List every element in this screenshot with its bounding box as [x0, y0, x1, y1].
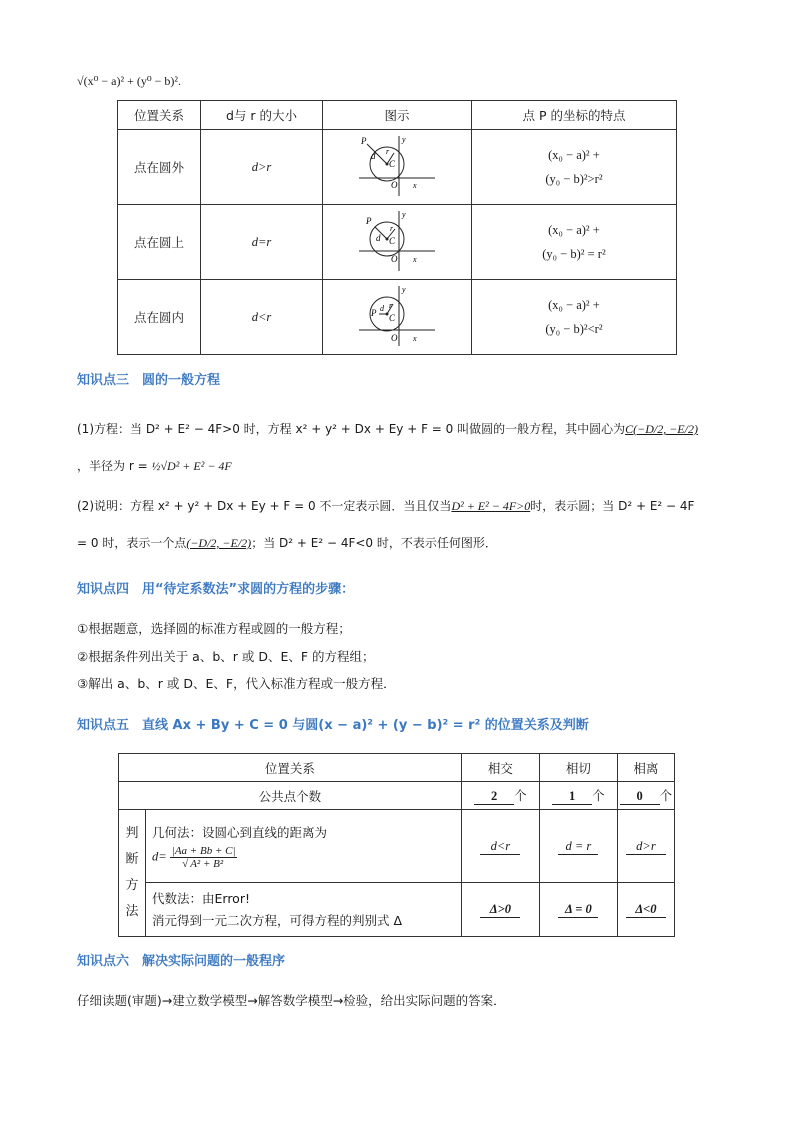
condition-line: (y₀ − b)²<r²	[545, 322, 603, 336]
condition-line: (y₀ − b)² = r²	[542, 247, 606, 261]
label-d: d	[371, 150, 376, 161]
condition-line: (y₀ − b)²>r²	[545, 172, 603, 186]
algebraic-method-text-2: 消元得到一元二次方程，可得方程的判别式 Δ	[152, 912, 403, 928]
header-diagram: 图示	[323, 101, 472, 130]
label-r: r	[386, 146, 390, 156]
step-item: ①根据题意，选择圆的标准方程或圆的一般方程；	[77, 621, 351, 636]
point-formula: (−D/2, −E/2)	[186, 536, 252, 550]
diagram-cell	[323, 280, 472, 355]
geometric-value-cell: d = r	[539, 810, 617, 883]
header-intersect: 相交	[461, 754, 539, 782]
header-relation: 位置关系	[119, 754, 462, 782]
header-coordinates: 点 P 的坐标的特点	[472, 101, 677, 130]
center-formula: C(−D/2, −E/2)	[625, 422, 698, 436]
point-outside-circle-diagram	[357, 134, 437, 198]
distance-formula: d= $\frac{|Aa + Bb + C|}{\text{√ A² + B²}}$	[152, 844, 236, 870]
coordinate-cell	[472, 130, 677, 205]
table-row	[118, 280, 677, 355]
section5-heading: 知识点五 直线 Ax + By + C = 0 与圆(x − a)² + (y − b)² = r² 的位置关系及判断	[77, 718, 589, 733]
top-formula: √(x⁰ − a)² + (y⁰ − b)².	[77, 74, 182, 88]
condition-line: (x₀ − a)² +	[548, 298, 600, 312]
section3-paragraph2	[77, 497, 694, 514]
compare-cell: d<r	[201, 280, 323, 355]
label-y: y	[402, 209, 406, 219]
p2-text: (2)说明：方程 x² + y² + Dx + Ey + F = 0 不一定表示圆．当且仅当	[77, 499, 452, 513]
algebraic-value-cell: Δ>0	[461, 883, 539, 937]
relation-cell: 点在圆外	[118, 130, 201, 205]
label-d: d	[380, 303, 384, 313]
label-c: C	[389, 158, 396, 169]
radius-formula: ½√D² + E² − 4F	[151, 459, 232, 473]
table-row	[119, 810, 675, 883]
common-count-cell: 2 个	[461, 782, 539, 810]
algebraic-value-cell: Δ = 0	[539, 883, 617, 937]
geometric-value-cell: d<r	[461, 810, 539, 883]
coordinate-cell	[472, 280, 677, 355]
label-x: x	[413, 180, 417, 190]
p2-text-b: 时，表示圆；当 D² + E² − 4F	[530, 499, 695, 513]
diagram-cell	[323, 205, 472, 280]
p1-text: (1)方程：当 D² + E² − 4F>0 时，方程 x² + y² + Dx + Ey + F = 0 叫做圆的一般方程，其中圆心为	[77, 422, 626, 436]
geometric-method-cell	[146, 810, 462, 883]
compare-cell: d>r	[201, 130, 323, 205]
table-header-row	[119, 754, 675, 782]
p2-text-c: = 0 时，表示一个点	[77, 536, 187, 550]
label-o: O	[391, 332, 398, 343]
step-item: ③解出 a、b、r 或 D、E、F，代入标准方程或一般方程．	[77, 676, 396, 691]
header-relation: 位置关系	[118, 101, 201, 130]
label-p: P	[361, 135, 367, 146]
relation-cell: 点在圆上	[118, 205, 201, 280]
table-header-row	[118, 101, 677, 130]
label-c: C	[389, 235, 396, 246]
geometric-value-cell: d>r	[617, 810, 674, 883]
section6-text: 仔细读题(审题)→建立数学模型→解答数学模型→检验，给出实际问题的答案．	[77, 993, 506, 1008]
common-points-label: 公共点个数	[119, 782, 462, 810]
section3-paragraph1	[77, 420, 698, 437]
condition-line: (x₀ − a)² +	[548, 148, 600, 162]
label-d: d	[376, 232, 381, 243]
judge-method-label: 判 断 方 法	[119, 810, 146, 937]
coordinate-cell	[472, 205, 677, 280]
algebraic-method-text: 代数法：由Error!	[152, 890, 250, 906]
point-circle-relation-table	[117, 100, 677, 355]
table-row	[119, 782, 675, 810]
header-separate: 相离	[617, 754, 674, 782]
compare-cell: d=r	[201, 205, 323, 280]
common-count-cell: 0 个	[617, 782, 674, 810]
table-row	[119, 883, 675, 937]
label-x: x	[413, 333, 417, 343]
section3-heading: 知识点三 圆的一般方程	[77, 373, 221, 388]
step-item: ②根据条件列出关于 a、b、r 或 D、E、F 的方程组；	[77, 649, 375, 664]
header-tangent: 相切	[539, 754, 617, 782]
diagram-cell	[323, 130, 472, 205]
algebraic-method-cell	[146, 883, 462, 937]
p2-text-d: ；当 D² + E² − 4F<0 时，不表示任何图形．	[251, 536, 497, 550]
p1-radius-text: ，半径为 r =	[77, 459, 148, 473]
common-count-cell: 1 个	[539, 782, 617, 810]
section3-paragraph1-cont	[77, 457, 232, 474]
point-inside-circle-diagram	[357, 284, 437, 348]
label-o: O	[391, 253, 398, 264]
circle-condition: D² + E² − 4F>0	[451, 499, 531, 513]
section4-heading: 知识点四 用“待定系数法”求圆的方程的步骤：	[77, 582, 355, 597]
section6-heading: 知识点六 解决实际问题的一般程序	[77, 954, 286, 969]
relation-cell: 点在圆内	[118, 280, 201, 355]
table-row	[118, 130, 677, 205]
point-on-circle-diagram	[357, 209, 437, 273]
line-circle-relation-table	[118, 753, 675, 937]
label-x: x	[413, 254, 417, 264]
header-compare: d与 r 的大小	[201, 101, 323, 130]
label-c: C	[389, 312, 396, 323]
label-r: r	[389, 300, 393, 310]
table-row	[118, 205, 677, 280]
label-p: P	[371, 307, 377, 318]
geometric-method-text: 几何法：设圆心到直线的距离为	[152, 824, 328, 840]
condition-line: (x₀ − a)² +	[548, 223, 600, 237]
label-r: r	[390, 223, 394, 233]
label-p: P	[366, 215, 372, 226]
label-y: y	[402, 284, 406, 294]
label-y: y	[402, 134, 406, 144]
algebraic-value-cell: Δ<0	[617, 883, 674, 937]
section3-paragraph2-cont	[77, 534, 497, 551]
label-o: O	[391, 179, 398, 190]
